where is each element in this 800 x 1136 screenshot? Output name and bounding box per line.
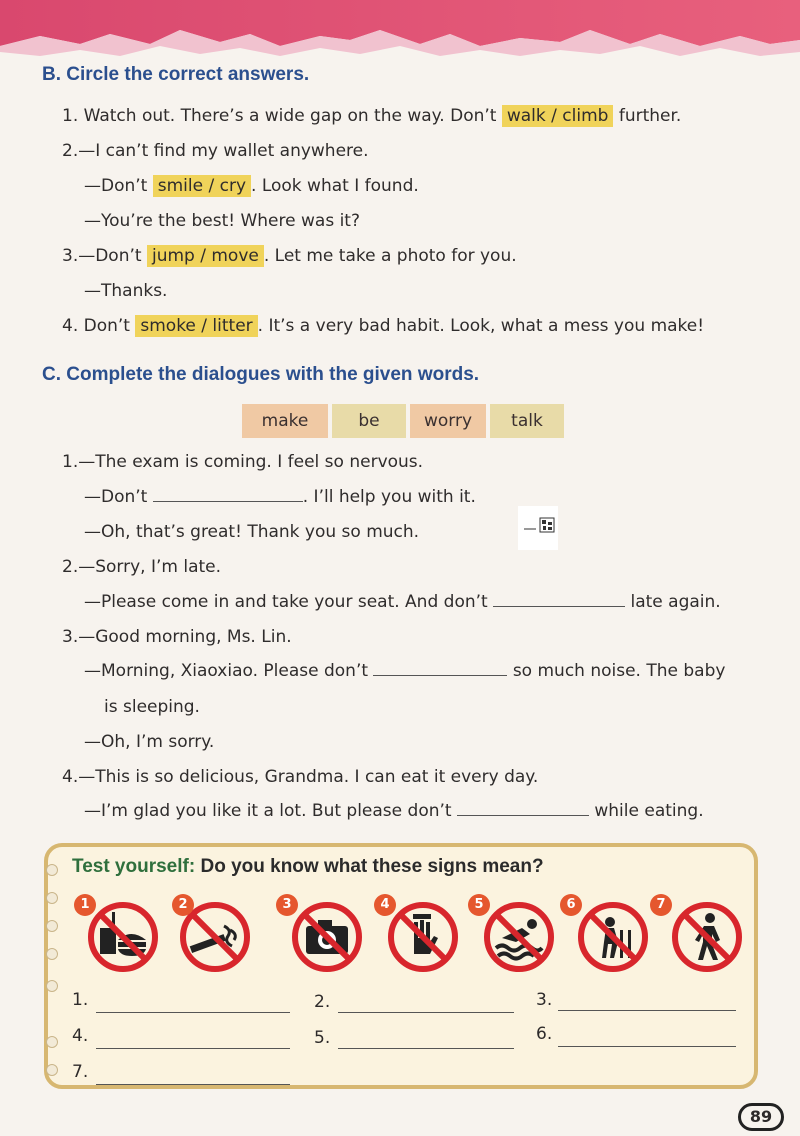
c-q2-blank[interactable] — [493, 592, 625, 607]
answer-label-6: 6. — [536, 1024, 553, 1044]
answer-label-1: 1. — [72, 990, 89, 1010]
c-q1-b: —Don’t . I’ll help you with it. — [84, 487, 476, 507]
b1-options[interactable]: walk / climb — [502, 105, 614, 127]
c-q4-a: 4.—This is so delicious, Grandma. I can eat it every day. — [62, 767, 539, 787]
b3-options[interactable]: jump / move — [147, 245, 264, 267]
c-q3-blank[interactable] — [373, 661, 507, 676]
binding-dot — [46, 920, 58, 932]
c-q2-b: —Please come in and take your seat. And don’t late again. — [84, 592, 721, 612]
answer-line-1[interactable] — [96, 1012, 290, 1013]
qr-code — [518, 506, 558, 550]
word-box-be: be — [332, 404, 406, 438]
binding-dot — [46, 980, 58, 992]
sign-number-5: 5 — [468, 894, 490, 916]
binding-dot — [46, 948, 58, 960]
c-q3-c: is sleeping. — [104, 697, 200, 717]
answer-line-3[interactable] — [558, 1010, 736, 1011]
answer-label-2: 2. — [314, 992, 331, 1012]
sign-number-1: 1 — [74, 894, 96, 916]
word-box-talk: talk — [490, 404, 564, 438]
do-not-touch-sign-icon — [386, 900, 460, 974]
binding-dot — [46, 1064, 58, 1076]
sign-number-2: 2 — [172, 894, 194, 916]
b-line-2: 2.—I can’t find my wallet anywhere. — [62, 141, 369, 161]
c-q3-d: —Oh, I’m sorry. — [84, 732, 215, 752]
answer-line-4[interactable] — [96, 1048, 290, 1049]
top-decorative-band — [0, 0, 800, 60]
answer-line-6[interactable] — [558, 1046, 736, 1047]
no-swimming-sign-icon — [482, 900, 556, 974]
b-line-3: —Don’t smile / cry . Look what I found. — [84, 176, 419, 196]
c-q3-a: 3.—Good morning, Ms. Lin. — [62, 627, 292, 647]
answer-label-7: 7. — [72, 1062, 89, 1082]
sign-number-6: 6 — [560, 894, 582, 916]
section-b-heading: B. Circle the correct answers. — [42, 64, 310, 85]
b-line-6: —Thanks. — [84, 281, 168, 301]
no-food-drink-sign-icon — [86, 900, 160, 974]
answer-label-4: 4. — [72, 1026, 89, 1046]
binding-dot — [46, 864, 58, 876]
section-c-heading: C. Complete the dialogues with the given words. — [42, 364, 480, 385]
word-box-worry: worry — [410, 404, 486, 438]
b2-options[interactable]: smile / cry — [153, 175, 251, 197]
b-line-5: 3.—Don’t jump / move . Let me take a photo for you. — [62, 246, 517, 266]
answer-line-2[interactable] — [338, 1012, 514, 1013]
binding-dot — [46, 1036, 58, 1048]
sign-number-3: 3 — [276, 894, 298, 916]
sign-number-7: 7 — [650, 894, 672, 916]
binding-dot — [46, 892, 58, 904]
b-line-7: 4. Don’t smoke / litter . It’s a very bad habit. Look, what a mess you make! — [62, 316, 705, 336]
b-line-4: —You’re the best! Where was it? — [84, 211, 360, 231]
answer-line-7[interactable] — [96, 1084, 290, 1085]
word-box-make: make — [242, 404, 328, 438]
c-q4-blank[interactable] — [457, 801, 589, 816]
sign-number-4: 4 — [374, 894, 396, 916]
answer-label-5: 5. — [314, 1028, 331, 1048]
c-q4-b: —I’m glad you like it a lot. But please don’t while eating. — [84, 801, 704, 821]
c-q1-c: —Oh, that’s great! Thank you so much. — [84, 522, 420, 542]
c-q3-b: —Morning, Xiaoxiao. Please don’t so much noise. The baby — [84, 661, 726, 681]
no-photography-sign-icon — [290, 900, 364, 974]
no-pedestrians-sign-icon — [670, 900, 744, 974]
no-climbing-sign-icon — [576, 900, 650, 974]
b4-options[interactable]: smoke / litter — [135, 315, 257, 337]
answer-label-3: 3. — [536, 990, 553, 1010]
c-q1-a: 1.—The exam is coming. I feel so nervous. — [62, 452, 424, 472]
page-number: 89 — [738, 1103, 784, 1131]
c-q1-blank[interactable] — [153, 487, 303, 502]
answer-line-5[interactable] — [338, 1048, 514, 1049]
test-yourself-title: Test yourself: Do you know what these signs mean? — [72, 856, 544, 877]
b-line-1: 1. Watch out. There’s a wide gap on the way. Don’t walk / climb further. — [62, 106, 682, 126]
c-q2-a: 2.—Sorry, I’m late. — [62, 557, 222, 577]
